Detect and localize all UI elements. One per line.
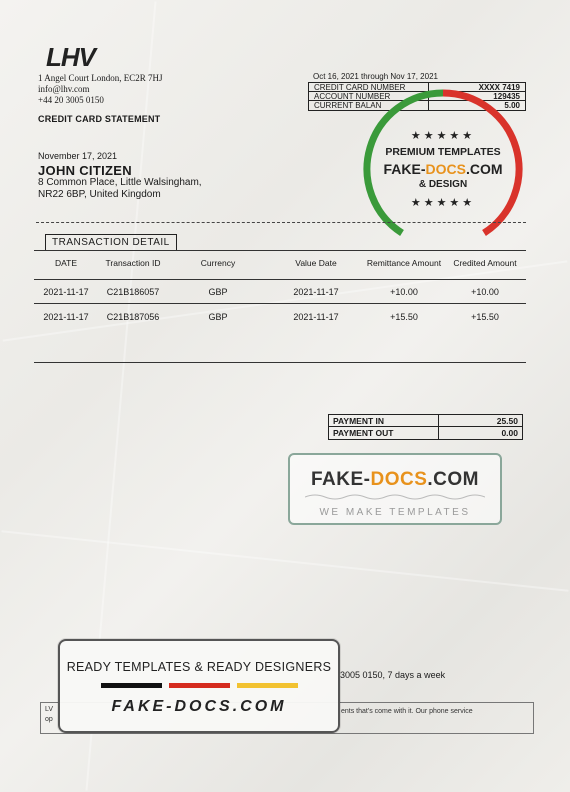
column-header: Value Date bbox=[295, 258, 337, 268]
divider bbox=[36, 222, 526, 223]
table-rule bbox=[34, 362, 526, 363]
table-cell: 2021-11-17 bbox=[43, 287, 89, 297]
table-cell: 2021-11-17 bbox=[43, 312, 89, 322]
footer-text: ents that's come with it. Our phone service bbox=[341, 708, 473, 715]
table-rule bbox=[34, 303, 526, 304]
summary-label: PAYMENT IN bbox=[329, 415, 439, 426]
customer-address-line: 8 Common Place, Little Walsingham, bbox=[38, 177, 202, 188]
statement-period: Oct 16, 2021 through Nov 17, 2021 bbox=[313, 72, 438, 81]
bank-phone: +44 20 3005 0150 bbox=[38, 95, 104, 105]
banner-title: READY TEMPLATES & READY DESIGNERS bbox=[66, 660, 332, 674]
seal-brand-part: FAKE- bbox=[383, 161, 426, 177]
customer-address bbox=[38, 177, 202, 201]
statement-title: CREDIT CARD STATEMENT bbox=[38, 114, 161, 124]
table-cell: C21B187056 bbox=[106, 312, 160, 322]
account-row-label: CURRENT BALAN bbox=[309, 101, 429, 110]
stripe-black bbox=[101, 683, 162, 688]
footer-phone-text: 3005 0150, 7 days a week bbox=[340, 670, 446, 680]
table-cell: 2021-11-17 bbox=[293, 312, 339, 322]
ready-templates-banner bbox=[58, 639, 340, 733]
table-row bbox=[34, 312, 526, 322]
table-cell: +15.50 bbox=[471, 312, 499, 322]
flag-stripes-icon bbox=[60, 683, 338, 688]
summary-value: 0.00 bbox=[501, 428, 518, 438]
table-cell: +10.00 bbox=[390, 287, 418, 297]
summary-label: PAYMENT OUT bbox=[329, 427, 439, 439]
column-header: Remittance Amount bbox=[366, 258, 442, 268]
transaction-section-title: TRANSACTION DETAIL bbox=[45, 234, 177, 251]
summary-value: 25.50 bbox=[496, 416, 518, 426]
badge-brand-part: FAKE- bbox=[310, 469, 371, 490]
table-cell: +10.00 bbox=[471, 287, 499, 297]
column-header: DATE bbox=[54, 258, 78, 268]
table-cell: +15.50 bbox=[390, 312, 418, 322]
account-row-value: 5.00 bbox=[504, 101, 520, 110]
account-row-label: CREDIT CARD NUMBER bbox=[309, 83, 429, 91]
column-header: Currency bbox=[200, 258, 236, 268]
summary-row bbox=[329, 427, 522, 439]
table-rule bbox=[34, 279, 526, 280]
seal-brand bbox=[383, 161, 502, 177]
footer-text: LV bbox=[45, 706, 54, 713]
bank-logo: LHV bbox=[46, 42, 95, 72]
seal-brand-part: .COM bbox=[465, 161, 503, 177]
statement-date: November 17, 2021 bbox=[38, 151, 118, 161]
seal-line3: & DESIGN bbox=[418, 179, 468, 190]
table-rule bbox=[34, 250, 526, 251]
table-cell: GBP bbox=[208, 287, 228, 297]
table-header bbox=[34, 258, 526, 268]
badge-brand bbox=[290, 469, 500, 491]
table-cell: C21B186057 bbox=[106, 287, 160, 297]
bank-address bbox=[38, 73, 163, 106]
column-header: Transaction ID bbox=[105, 258, 161, 268]
stars-icon: ★★★★★ bbox=[410, 197, 476, 209]
summary-row bbox=[329, 415, 522, 427]
premium-templates-seal bbox=[362, 88, 524, 250]
bank-email: info@lhv.com bbox=[38, 84, 90, 94]
badge-subtitle: WE MAKE TEMPLATES bbox=[319, 507, 471, 518]
payment-summary-table bbox=[328, 414, 523, 440]
account-row-value: XXXX 7419 bbox=[478, 83, 520, 92]
table-row bbox=[34, 287, 526, 297]
badge-brand-part: DOCS bbox=[370, 469, 428, 490]
account-row-label: ACCOUNT NUMBER bbox=[309, 92, 429, 100]
fake-docs-badge bbox=[288, 453, 502, 525]
account-row-value: 129435 bbox=[493, 92, 520, 101]
seal-brand-part: DOCS bbox=[425, 161, 466, 177]
footer-text: op bbox=[45, 716, 53, 723]
customer-address-line: NR22 6BP, United Kingdom bbox=[38, 189, 161, 200]
table-cell: 2021-11-17 bbox=[293, 287, 339, 297]
badge-brand-part: .COM bbox=[427, 469, 479, 490]
bank-address-line: 1 Angel Court London, EC2R 7HJ bbox=[38, 73, 163, 83]
table-cell: GBP bbox=[208, 312, 228, 322]
seal-line1: PREMIUM TEMPLATES bbox=[385, 146, 501, 158]
stripe-gold bbox=[237, 683, 298, 688]
wave-icon bbox=[305, 493, 485, 501]
banner-brand: FAKE-DOCS.COM bbox=[111, 698, 287, 715]
stripe-red bbox=[169, 683, 230, 688]
column-header: Credited Amount bbox=[453, 258, 517, 268]
stars-icon: ★★★★★ bbox=[410, 130, 476, 142]
customer-name: JOHN CITIZEN bbox=[38, 163, 132, 178]
